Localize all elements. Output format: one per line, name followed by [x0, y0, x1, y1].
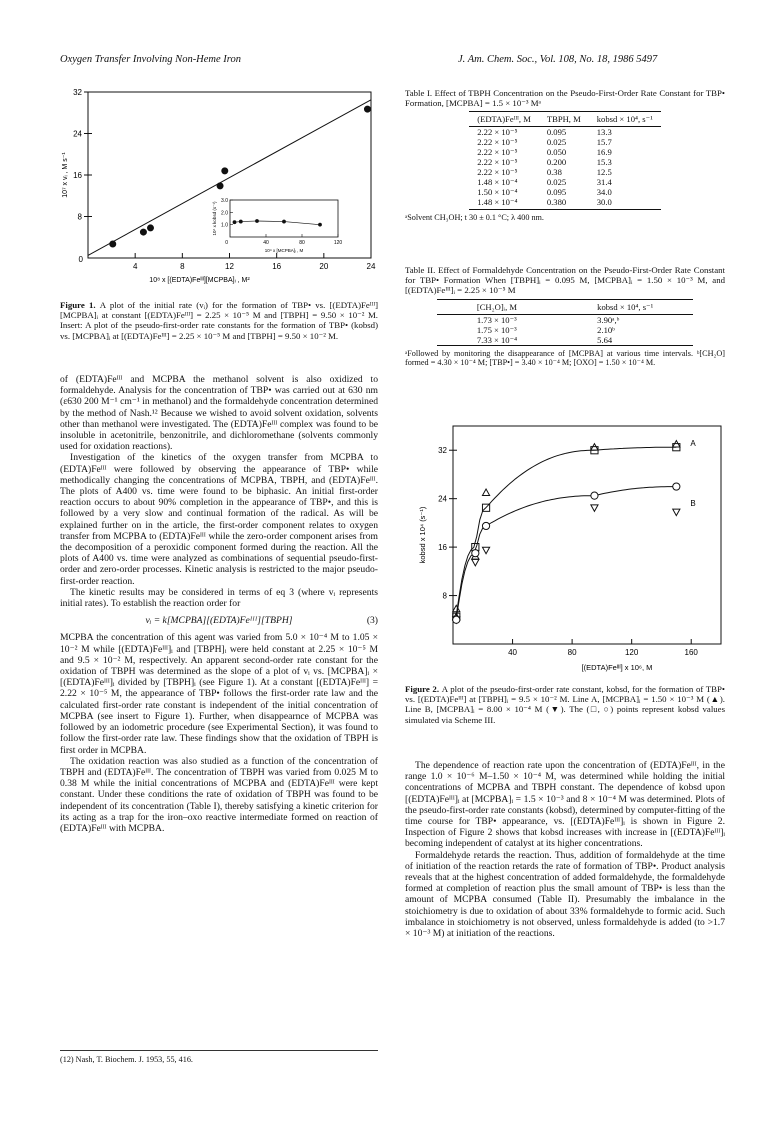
inset-y-axis-label: 10⁴ x kobsd (s⁻¹)	[212, 201, 217, 236]
table-1-header: (EDTA)Feᴵᴵᴵ, M	[469, 112, 539, 127]
paragraph-7: Formaldehyde retards the reaction. Thus, addition of formaldehyde at the time of initiation of the reaction retards the rate of formation of TBP•. Product analysis reveals that at the highest concentration of added formaldehyde, the formaldehyde formed at completion of reaction plus the small amount of TBP• is less than the amount of MCPBA consumed (Table II). Presumably the imbalance in the stoichiometry is due to oxidation of about 33% formaldehyde to formic acid. Such imbalance in stoichiometry is not observed, unless formaldehyde is added (to >1.7 × 10⁻³ M) at initiation of the reactions.	[405, 849, 725, 940]
table-cell: 2.22 × 10⁻⁵	[477, 157, 518, 168]
table-row	[469, 177, 661, 187]
right-column-body	[405, 760, 725, 939]
figure-1-caption-text: A plot of the initial rate (vᵢ) for the formation of TBP• vs. [(EDTA)Feᴵᴵᴵ][MCPBA]ᵢ at constant [(EDTA)Feᴵᴵᴵ] = 2.25 × 10⁻⁵ M and [TBPH] = 9.50 × 10⁻² M. Insert: A plot of the pseudo-first-order rate constants for the formation of TBP• (kobsd) vs. [MCPBA]ᵢ at [(EDTA)Feᴵᴵᴵ] = 2.25 × 10⁻⁵ M and [TBPH] = 9.50 × 10⁻² M.	[60, 300, 379, 341]
table-row	[469, 187, 661, 197]
table-cell: 2.22 × 10⁻⁵	[477, 137, 518, 148]
inset-data-point	[319, 223, 322, 226]
table-2-header: kobsd × 10⁴, s⁻¹	[557, 299, 693, 314]
left-column-body	[60, 374, 378, 834]
paragraph-5: The oxidation reaction was also studied as a function of the concentration of TBPH and (EDTA)Feᴵᴵᴵ. The concentration of TBPH was varied from 0.025 M to 0.38 M while the initial concentrations of MCPBA and (EDTA)Feᴵᴵᴵ were kept constant. Under these conditions the rate of oxidation of TBPH was found to be independent of its concentration (Table I), thereby satisfying a kinetic criterion for its acting as a trap for the iron–oxo reactive intermediate formed on reaction of (EDTA)Feᴵᴵᴵ with MCPBA.	[60, 755, 378, 834]
table-cell: 0.050	[546, 147, 567, 158]
inset-tick-label: 3.0	[221, 198, 228, 204]
table-1-note: ᵃSolvent CH₃OH; t 30 ± 0.1 °C; λ 400 nm.	[405, 213, 544, 223]
table-cell: 0.025	[546, 137, 567, 148]
inset-tick-label: 120	[333, 240, 343, 246]
data-point-triangle-down	[673, 509, 680, 515]
figure-1-caption	[60, 300, 378, 341]
equation-3	[60, 615, 378, 626]
tick-label: 0	[78, 255, 83, 264]
data-point-triangle-up	[482, 489, 489, 495]
data-point-circle	[673, 483, 680, 490]
inset-frame	[230, 200, 338, 237]
table-1-header: kobsd × 10⁴, s⁻¹	[589, 112, 661, 127]
data-point-triangle-down	[472, 559, 479, 565]
inset-tick-label: 80	[299, 240, 305, 246]
table-cell: 0.095	[546, 127, 567, 138]
table-cell: 34.0	[596, 187, 612, 198]
table-row	[469, 157, 661, 167]
table-cell: 15.3	[596, 157, 612, 168]
tick-label: 8	[442, 591, 447, 601]
tick-label: 16	[73, 171, 82, 180]
figure-2-caption-text: A plot of the pseudo-first-order rate constant, kobsd, for the formation of TBP• vs. [(EDTA)Feᴵᴵᴵ] at [TBPH]ᵢ = 9.5 × 10⁻² M. Line A, [MCPBA]ᵢ = 1.50 × 10⁻³ M (▲). Line B, [MCPBA]ᵢ = 8.00 × 10⁻⁴ M (▼). The (□, ○) points represent kobsd values simulated via Scheme III.	[405, 684, 725, 725]
table-row	[469, 167, 661, 177]
table-cell: 7.33 × 10⁻⁴	[437, 335, 557, 346]
tick-label: 40	[508, 648, 518, 657]
paragraph-3: The kinetic results may be considered in terms of eq 3 (where vᵢ represents initial rates). To establish the reaction order for	[60, 586, 378, 610]
table-row	[469, 197, 661, 210]
table-cell: 1.48 × 10⁻⁴	[469, 197, 539, 210]
table-cell: 16.9	[596, 147, 612, 158]
table-row	[469, 137, 661, 147]
inset-data-point	[239, 220, 242, 223]
tick-label: 12	[225, 262, 234, 271]
running-header-right: J. Am. Chem. Soc., Vol. 108, No. 18, 1986 5497	[458, 54, 658, 65]
data-point	[140, 229, 146, 235]
equation-text: vᵢ = k[MCPBA][(EDTA)Feᴵᴵᴵ][TBPH]	[145, 615, 293, 627]
data-point-triangle-down	[482, 547, 489, 553]
table-cell: 12.5	[596, 167, 612, 178]
tick-label: 80	[567, 648, 577, 657]
table-1-caption: Table I. Effect of TBPH Concentration on the Pseudo-First-Order Rate Constant for TBP• Formation, [MCPBA] = 1.5 × 10⁻³ Mᵃ	[405, 88, 725, 109]
table-2-note: ᵃFollowed by monitoring the disappearance of [MCPBA] at various time intervals. ᵇ[CH₂O] formed = 4.30 × 10⁻⁴ M; [TBP•] = 3.40 × 10⁻⁴ M; [OXO] = 1.50 × 10⁻⁴ M.	[405, 348, 725, 368]
line-label-b: B	[690, 498, 696, 508]
inset-data-point	[233, 221, 236, 224]
table-cell: 0.200	[546, 157, 567, 168]
table-1	[405, 88, 725, 223]
figure-1-chart	[55, 82, 380, 297]
table-cell: 1.48 × 10⁻⁴	[477, 177, 518, 188]
tick-label: 24	[73, 129, 82, 139]
paragraph-6: The dependence of reaction rate upon the concentration of (EDTA)Feᴵᴵᴵ, in the range 1.0 × 10⁻⁶ M–1.50 × 10⁻⁴ M, was determined while holding the initial concentrations of MCPBA and TBPH constant. The dependence of kobsd upon [(EDTA)Feᴵᴵᴵ]ᵢ at [MCPBA]ᵢ = 1.5 × 10⁻³ and 8 × 10⁻⁴ M was determined. Plots of the pseudo-first-order rate constants (kobsd), determined by computer-fitting of the time course for TBP• appearance, vs. [(EDTA)Feᴵᴵᴵ]ᵢ is shown in Figure 2. Inspection of Figure 2 shows that kobsd increases with increase in [(EDTA)Feᴵᴵᴵ]ᵢ becoming independent of catalyst at its higher concentrations.	[405, 760, 725, 850]
data-point	[147, 225, 153, 231]
inset-data-point	[256, 220, 259, 223]
inset-data-point	[283, 220, 286, 223]
inset-tick-label: 0	[225, 240, 228, 246]
tick-label: 20	[319, 262, 329, 271]
table-row	[437, 335, 693, 346]
data-point-circle	[482, 522, 489, 529]
paragraph-4: MCPBA the concentration of this agent was varied from 5.0 × 10⁻⁴ M to 1.05 × 10⁻² M while [(EDTA)Feᴵᴵᴵ]ᵢ and [TBPH]ᵢ were held constant at 2.25 × 10⁻⁵ M and 9.5 × 10⁻² M, respectively. An apparent second-order rate constant for the oxidation of TBPH was determined as the slope of a plot of vᵢ vs. [MCPBA]ᵢ × [(EDTA)Feᴵᴵᴵ]ᵢ divided by [TBPH]ᵢ (see Figure 1). At a constant [(EDTA)Feᴵᴵᴵ] = 2.22 × 10⁻⁵ M, the appearance of TBP• follows the first-order rate law and the calculated first-order rate constant is independent of the initial concentration of MCPBA (see insert to Figure 1). Further, when disappearnce of MCPBA was followed by an iodometric procedure (see Experimental Section), it was found to follow the first-order rate law. These findings show that the oxidation of TBPH is first order in MCPBA.	[60, 632, 378, 756]
data-point-circle	[472, 550, 479, 557]
data-point	[217, 183, 223, 189]
table-cell: 15.7	[596, 137, 612, 148]
x-axis-label: 10⁸ x [(EDTA)Feᴵᴵᴵ][MCPBA]ᵢ , M²	[149, 277, 250, 284]
fit-curve-a	[453, 447, 676, 617]
data-point	[222, 168, 228, 174]
table-1-grid	[469, 111, 661, 210]
table-cell: 0.38	[546, 167, 562, 178]
table-cell: 3.90ᵃ,ᵇ	[597, 314, 620, 325]
tick-label: 8	[180, 262, 185, 271]
tick-label: 32	[438, 446, 447, 456]
footnote: (12) Nash, T. Biochem. J. 1953, 55, 416.	[60, 1050, 378, 1064]
data-point-triangle-up	[453, 605, 460, 611]
inset-tick-label: 40	[263, 240, 269, 246]
tick-label: 16	[438, 543, 447, 553]
tick-label: 4	[132, 262, 138, 271]
table-cell: 0.095	[546, 187, 567, 198]
table-2-grid	[437, 299, 693, 346]
data-point-circle	[591, 492, 598, 499]
y-axis-label: 10⁷ x vᵢ , M s⁻¹	[62, 152, 69, 198]
table-cell: 13.3	[596, 127, 612, 138]
data-point-triangle-down	[591, 505, 598, 511]
table-row	[437, 314, 693, 325]
table-cell: 0.380	[539, 197, 589, 210]
tick-label: 16	[272, 262, 282, 271]
table-row	[469, 147, 661, 157]
line-label-a: A	[690, 439, 696, 449]
data-point	[110, 241, 116, 247]
tick-label: 160	[684, 648, 698, 657]
tick-label: 24	[438, 494, 447, 504]
table-cell: 1.73 × 10⁻³	[476, 314, 517, 325]
tick-label: 8	[77, 212, 82, 222]
table-2-caption: Table II. Effect of Formaldehyde Concentration on the Pseudo-First-Order Rate Constant for TBP• Formation When [TBPH]ᵢ = 0.095 M, [MCPBA]ᵢ = 1.50 × 10⁻³ M, and [(EDTA)Feᴵᴵᴵ]ᵢ = 2.25 × 10⁻⁵ M	[405, 265, 725, 296]
table-row	[469, 127, 661, 138]
tick-label: 24	[366, 262, 376, 271]
table-2	[405, 265, 725, 368]
y-axis-label: kobsd x 10⁴ (s⁻¹)	[418, 506, 427, 564]
table-1-header: TBPH, M	[539, 112, 589, 127]
table-cell: 2.22 × 10⁻⁵	[477, 147, 518, 158]
inset-x-axis-label: 10⁴ x [MCPBA]ᵢ , M	[264, 248, 304, 253]
figure-2-caption	[405, 684, 725, 725]
tick-label: 120	[624, 648, 639, 657]
table-cell: 2.22 × 10⁻⁵	[477, 127, 518, 138]
x-axis-label: [(EDTA)Feᴵᴵᴵ] x 10⁶, M	[581, 663, 653, 672]
table-cell: 2.10ᵇ	[597, 324, 615, 335]
table-row	[437, 325, 693, 335]
table-cell: 30.0	[589, 197, 661, 210]
running-header-left: Oxygen Transfer Involving Non-Heme Iron	[60, 54, 241, 65]
table-cell: 31.4	[596, 177, 612, 188]
paragraph-1: of (EDTA)Feᴵᴵᴵ and MCPBA the methanol solvent is also oxidized to formaldehyde. Analysis for the concentration of TBP• was carried out at 630 nm (ε630 200 M⁻¹ cm⁻¹ in methanol) and the formaldehyde concentration determined by the method of Nash.¹² Because we wished to avoid solvent oxidation, solvents other than methanol were investigated. The (EDTA)Feᴵᴵᴵ complex was found to be insoluble in acetonitrile, benzonitrile, and dichloromethane (solvents commonly used for oxidation reactions).	[60, 374, 378, 453]
tick-label: 32	[73, 88, 82, 97]
plot-frame	[453, 426, 721, 644]
paragraph-2: Investigation of the kinetics of the oxygen transfer from MCPBA to (EDTA)Feᴵᴵᴵ were followed by observing the appearance of TBP• while methodically changing the concentrations of MCPBA, TBPH, and (EDTA)Feᴵᴵᴵ. The plots of A400 vs. time were found to be biphasic. An initial first-order reaction occurs to about 90% completion in the appearance of TBP•, and this is followed by a very slow and continual formation of the radical. As will be explained further on in the article, the first-order component relates to oxygen transfer from MCPBA to (EDTA)Feᴵᴵᴵ while the zero-order component arises from the decomposition of a peroxidic component formed during the reaction. All the plots of A400 vs. time were analyzed as combinations of sequential pseudo-first-order and zero-order processes. Kinetic analysis is restricted to the major pseudo-first-order reaction.	[60, 452, 378, 587]
table-cell: 5.64	[557, 335, 693, 346]
figure-1-label: Figure 1.	[60, 300, 96, 310]
figure-2-label: Figure 2.	[405, 684, 440, 694]
table-2-header: [CH₂O]ᵢ, M	[437, 299, 557, 314]
figure-2-chart	[405, 420, 725, 678]
inset-tick-label: 1.0	[221, 222, 228, 229]
table-cell: 0.025	[546, 177, 567, 188]
equation-number: (3)	[366, 615, 378, 627]
data-point	[364, 106, 370, 112]
data-point-circle	[453, 616, 460, 623]
inset-tick-label: 2.0	[221, 210, 228, 217]
table-cell: 1.75 × 10⁻³	[476, 324, 517, 335]
table-cell: 1.50 × 10⁻⁴	[477, 187, 518, 198]
table-cell: 2.22 × 10⁻⁵	[477, 167, 518, 178]
